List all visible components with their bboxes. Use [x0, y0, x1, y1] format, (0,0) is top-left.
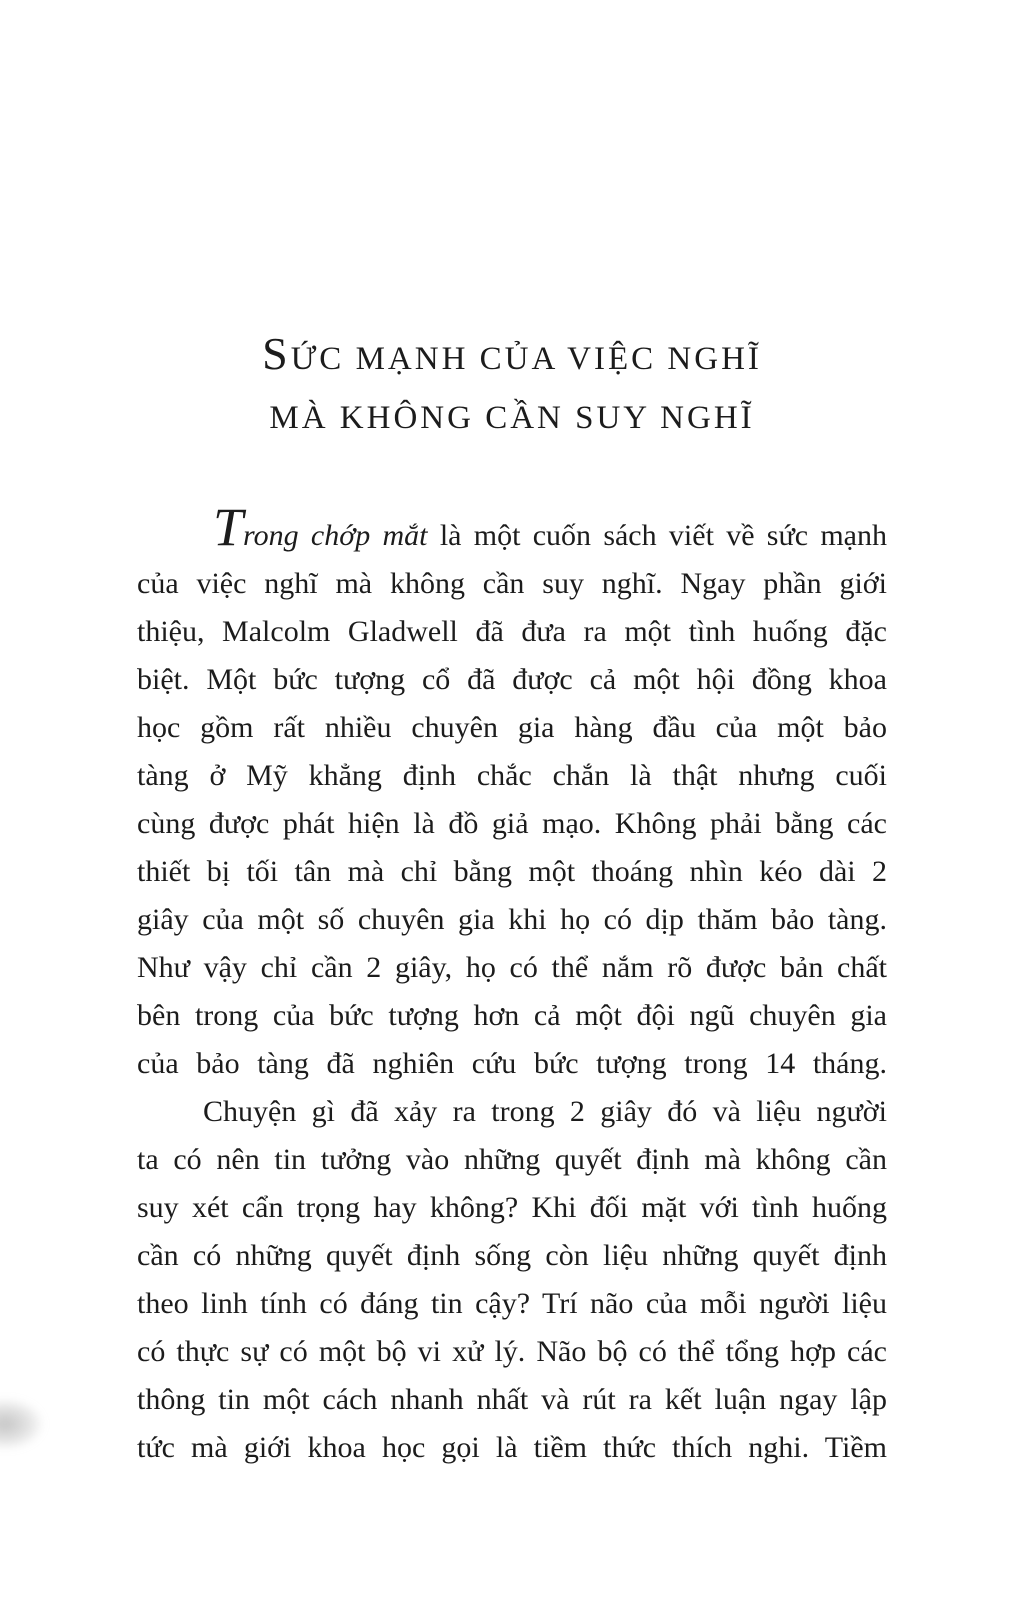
text-line: thiết bị tối tân mà chỉ bằng một thoáng nhìn kéo dài 2 [137, 855, 887, 888]
text-line: tàng ở Mỹ khẳng định chắc chắn là thật nhưng cuối [137, 759, 887, 792]
text-line: của bảo tàng đã nghiên cứu bức tượng trong 14 tháng. [137, 1047, 887, 1080]
text-line: suy xét cẩn trọng hay không? Khi đối mặt với tình huống [137, 1191, 887, 1224]
book-title-italic: rong chớp mắt [243, 519, 440, 552]
text-line: biệt. Một bức tượng cổ đã được cả một hội đồng khoa [137, 663, 887, 696]
chapter-title-line1 [0, 324, 1024, 389]
text-line: học gồm rất nhiều chuyên gia hàng đầu của một bảo [137, 711, 887, 744]
text-line: theo linh tính có đáng tin cậy? Trí não của mỗi người liệu [137, 1287, 887, 1320]
text-line [137, 497, 887, 560]
text-line: cùng được phát hiện là đồ giả mạo. Không phải bằng các [137, 807, 887, 840]
text-line-rest: là một cuốn sách viết về sức mạnh [439, 519, 887, 552]
chapter-title-line1-text: ỨC MẠNH CỦA VIỆC NGHĨ [290, 341, 762, 377]
text-line: giây của một số chuyên gia khi họ có dịp thăm bảo tàng. [137, 903, 887, 936]
chapter-title-line2: MÀ KHÔNG CẦN SUY NGHĨ [269, 400, 755, 436]
raised-initial-cap: T [213, 497, 244, 557]
text-line: cần có những quyết định sống còn liệu những quyết định [137, 1239, 887, 1272]
chapter-title-initial: S [262, 328, 291, 379]
text-line: thiệu, Malcolm Gladwell đã đưa ra một tình huống đặc [137, 615, 887, 648]
body-text [137, 497, 887, 1472]
text-line: bên trong của bức tượng hơn cả một đội ngũ chuyên gia [137, 999, 887, 1032]
chapter-title [0, 324, 1024, 448]
scan-smudge-artifact [0, 1398, 44, 1450]
text-line: ta có nên tin tưởng vào những quyết định mà không cần [137, 1143, 887, 1176]
paragraph-1 [137, 497, 887, 1088]
text-line: Như vậy chỉ cần 2 giây, họ có thể nắm rõ được bản chất [137, 951, 887, 984]
text-line: có thực sự có một bộ vi xử lý. Não bộ có thể tổng hợp các [137, 1335, 887, 1368]
text-line: của việc nghĩ mà không cần suy nghĩ. Ngay phần giới [137, 567, 887, 600]
paragraph-2 [137, 1088, 887, 1472]
text-line: Chuyện gì đã xảy ra trong 2 giây đó và liệu người [203, 1095, 887, 1128]
text-line: thông tin một cách nhanh nhất và rút ra kết luận ngay lập [137, 1383, 887, 1416]
text-line: tức mà giới khoa học gọi là tiềm thức thích nghi. Tiềm [137, 1431, 887, 1464]
